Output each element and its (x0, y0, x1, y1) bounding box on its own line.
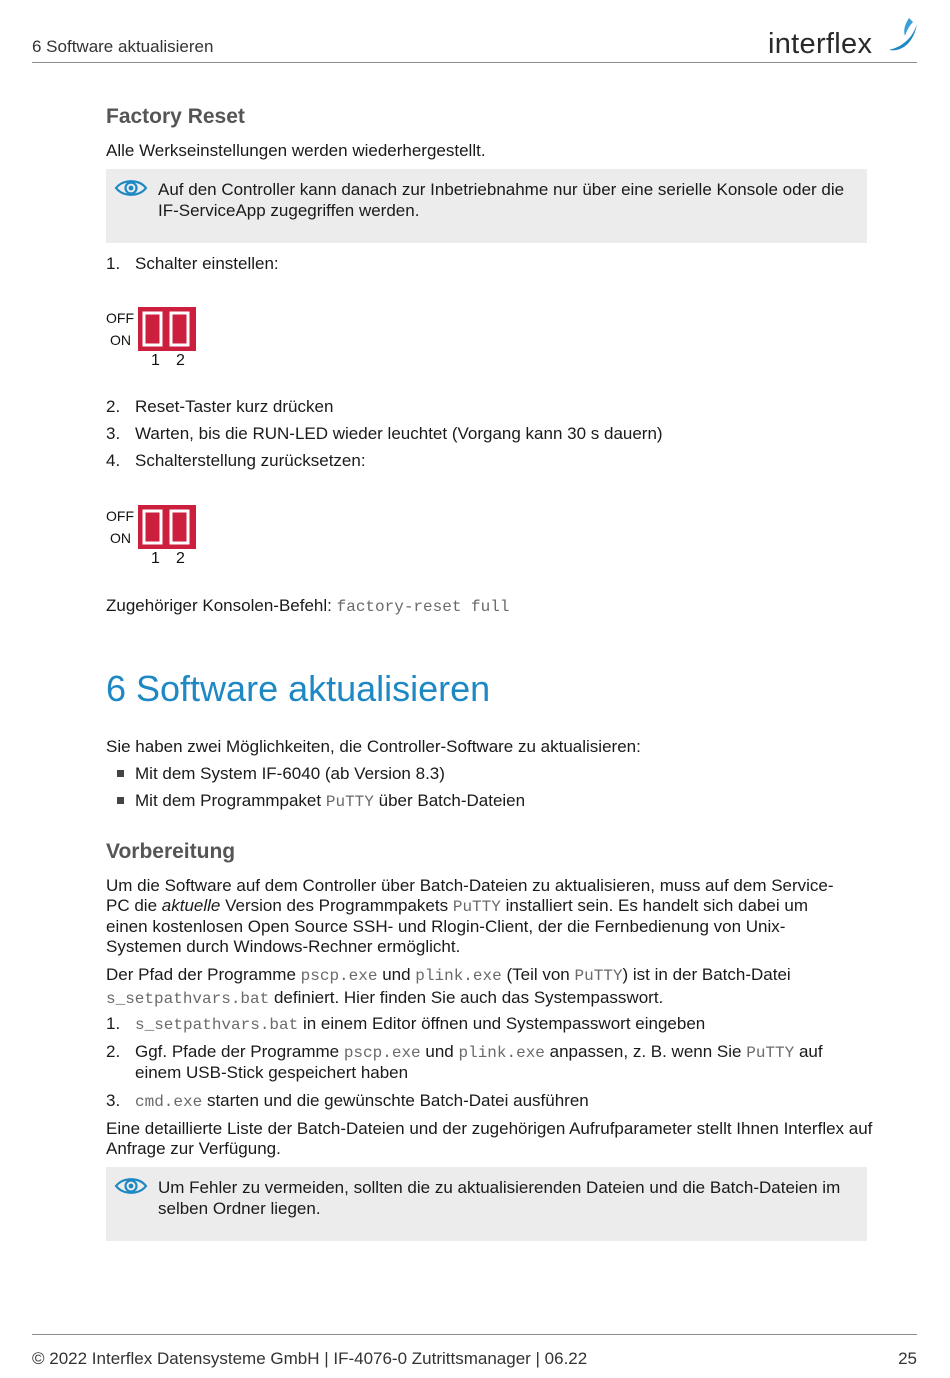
list-item: Mit dem Programmpaket PuTTY über Batch-Dateien (106, 791, 886, 813)
header-rule (32, 62, 917, 63)
info-note (106, 169, 867, 243)
dip-label-2: 2 (176, 550, 185, 567)
footer-copyright: © 2022 Interflex Datensysteme GmbH | IF-4076-0 Zutrittsmanager | 06.22 (32, 1349, 588, 1368)
footer-rule (32, 1334, 917, 1335)
dip-off-label: OFF (106, 508, 134, 524)
info-note (106, 1167, 867, 1241)
dip-switch-graphic (138, 505, 196, 549)
list-item: 1. Schalter einstellen: (106, 254, 279, 273)
dip-label-1: 1 (151, 352, 160, 369)
preparation-paragraph-2: Der Pfad der Programme pscp.exe und plink.exe (Teil von PuTTY) ist in der Batch-Datei s_setpathvars.bat definiert. Hier finden Sie auch das Systempasswort. (106, 965, 791, 1008)
bullet-icon (117, 770, 124, 777)
list-item: Mit dem System IF-6040 (ab Version 8.3) (106, 764, 886, 786)
section-title: 6 Software aktualisieren (106, 668, 491, 709)
list-item: 4. Schalterstellung zurücksetzen: (106, 451, 366, 470)
preparation-heading: Vorbereitung (106, 840, 236, 863)
running-header: 6 Software aktualisieren (32, 37, 214, 56)
dip-label-1: 1 (151, 550, 160, 567)
logo-swoosh-icon (883, 16, 919, 56)
list-item: 1. s_setpathvars.bat in einem Editor öffnen und Systempasswort eingeben (106, 1014, 706, 1034)
eye-icon (114, 177, 148, 199)
list-item: 3. Warten, bis die RUN-LED wieder leuchtet (Vorgang kann 30 s dauern) (106, 424, 663, 443)
list-item: 2. Reset-Taster kurz drücken (106, 397, 334, 416)
dip-label-2: 2 (176, 352, 185, 369)
factory-reset-heading: Factory Reset (106, 105, 245, 128)
console-command-code: factory-reset full (336, 598, 510, 616)
eye-icon (114, 1175, 148, 1197)
list-item: 2. Ggf. Pfade der Programme pscp.exe und plink.exe anpassen, z. B. wenn Sie PuTTY auf einem USB-Stick gespeichert haben (106, 1042, 823, 1082)
dip-switch-diagram (106, 307, 206, 369)
dip-switch-graphic (138, 307, 196, 351)
interflex-logo (768, 16, 920, 60)
info-note-text: Um Fehler zu vermeiden, sollten die zu aktualisierenden Dateien und die Batch-Dateien im selben Ordner liegen. (158, 1178, 841, 1218)
bullet-icon (117, 797, 124, 804)
dip-switch-diagram (106, 505, 206, 567)
factory-reset-intro: Alle Werkseinstellungen werden wiederhergestellt. (106, 141, 486, 160)
list-item: 3. cmd.exe starten und die gewünschte Batch-Datei ausführen (106, 1091, 589, 1111)
preparation-paragraph-3: Eine detaillierte Liste der Batch-Dateien und der zugehörigen Aufrufparameter stellt Ihnen Interflex auf Anfrage zur Verfügung. (106, 1119, 873, 1158)
section-intro: Sie haben zwei Möglichkeiten, die Controller-Software zu aktualisieren: (106, 737, 641, 756)
console-command-label: Zugehöriger Konsolen-Befehl: (106, 596, 332, 615)
logo-text: interflex (768, 28, 873, 60)
preparation-paragraph-1: Um die Software auf dem Controller über Batch-Dateien zu aktualisieren, muss auf dem Service- PC die aktuelle Version des Programmpakets PuTTY installiert sein. Es handelt sich dabei um einen kostenlosen Open Source SSH- und Rlogin-Client, der die Fernbedienung von Unix- Systemen durch Windows-Rechner ermöglicht. (106, 876, 834, 956)
info-note-text: Auf den Controller kann danach zur Inbetriebnahme nur über eine serielle Konsole oder die IF-ServiceApp zugegriffen werden. (158, 180, 845, 220)
page-number: 25 (898, 1349, 917, 1368)
dip-on-label: ON (110, 332, 131, 348)
dip-off-label: OFF (106, 310, 134, 326)
console-command-line (106, 596, 509, 617)
dip-on-label: ON (110, 530, 131, 546)
